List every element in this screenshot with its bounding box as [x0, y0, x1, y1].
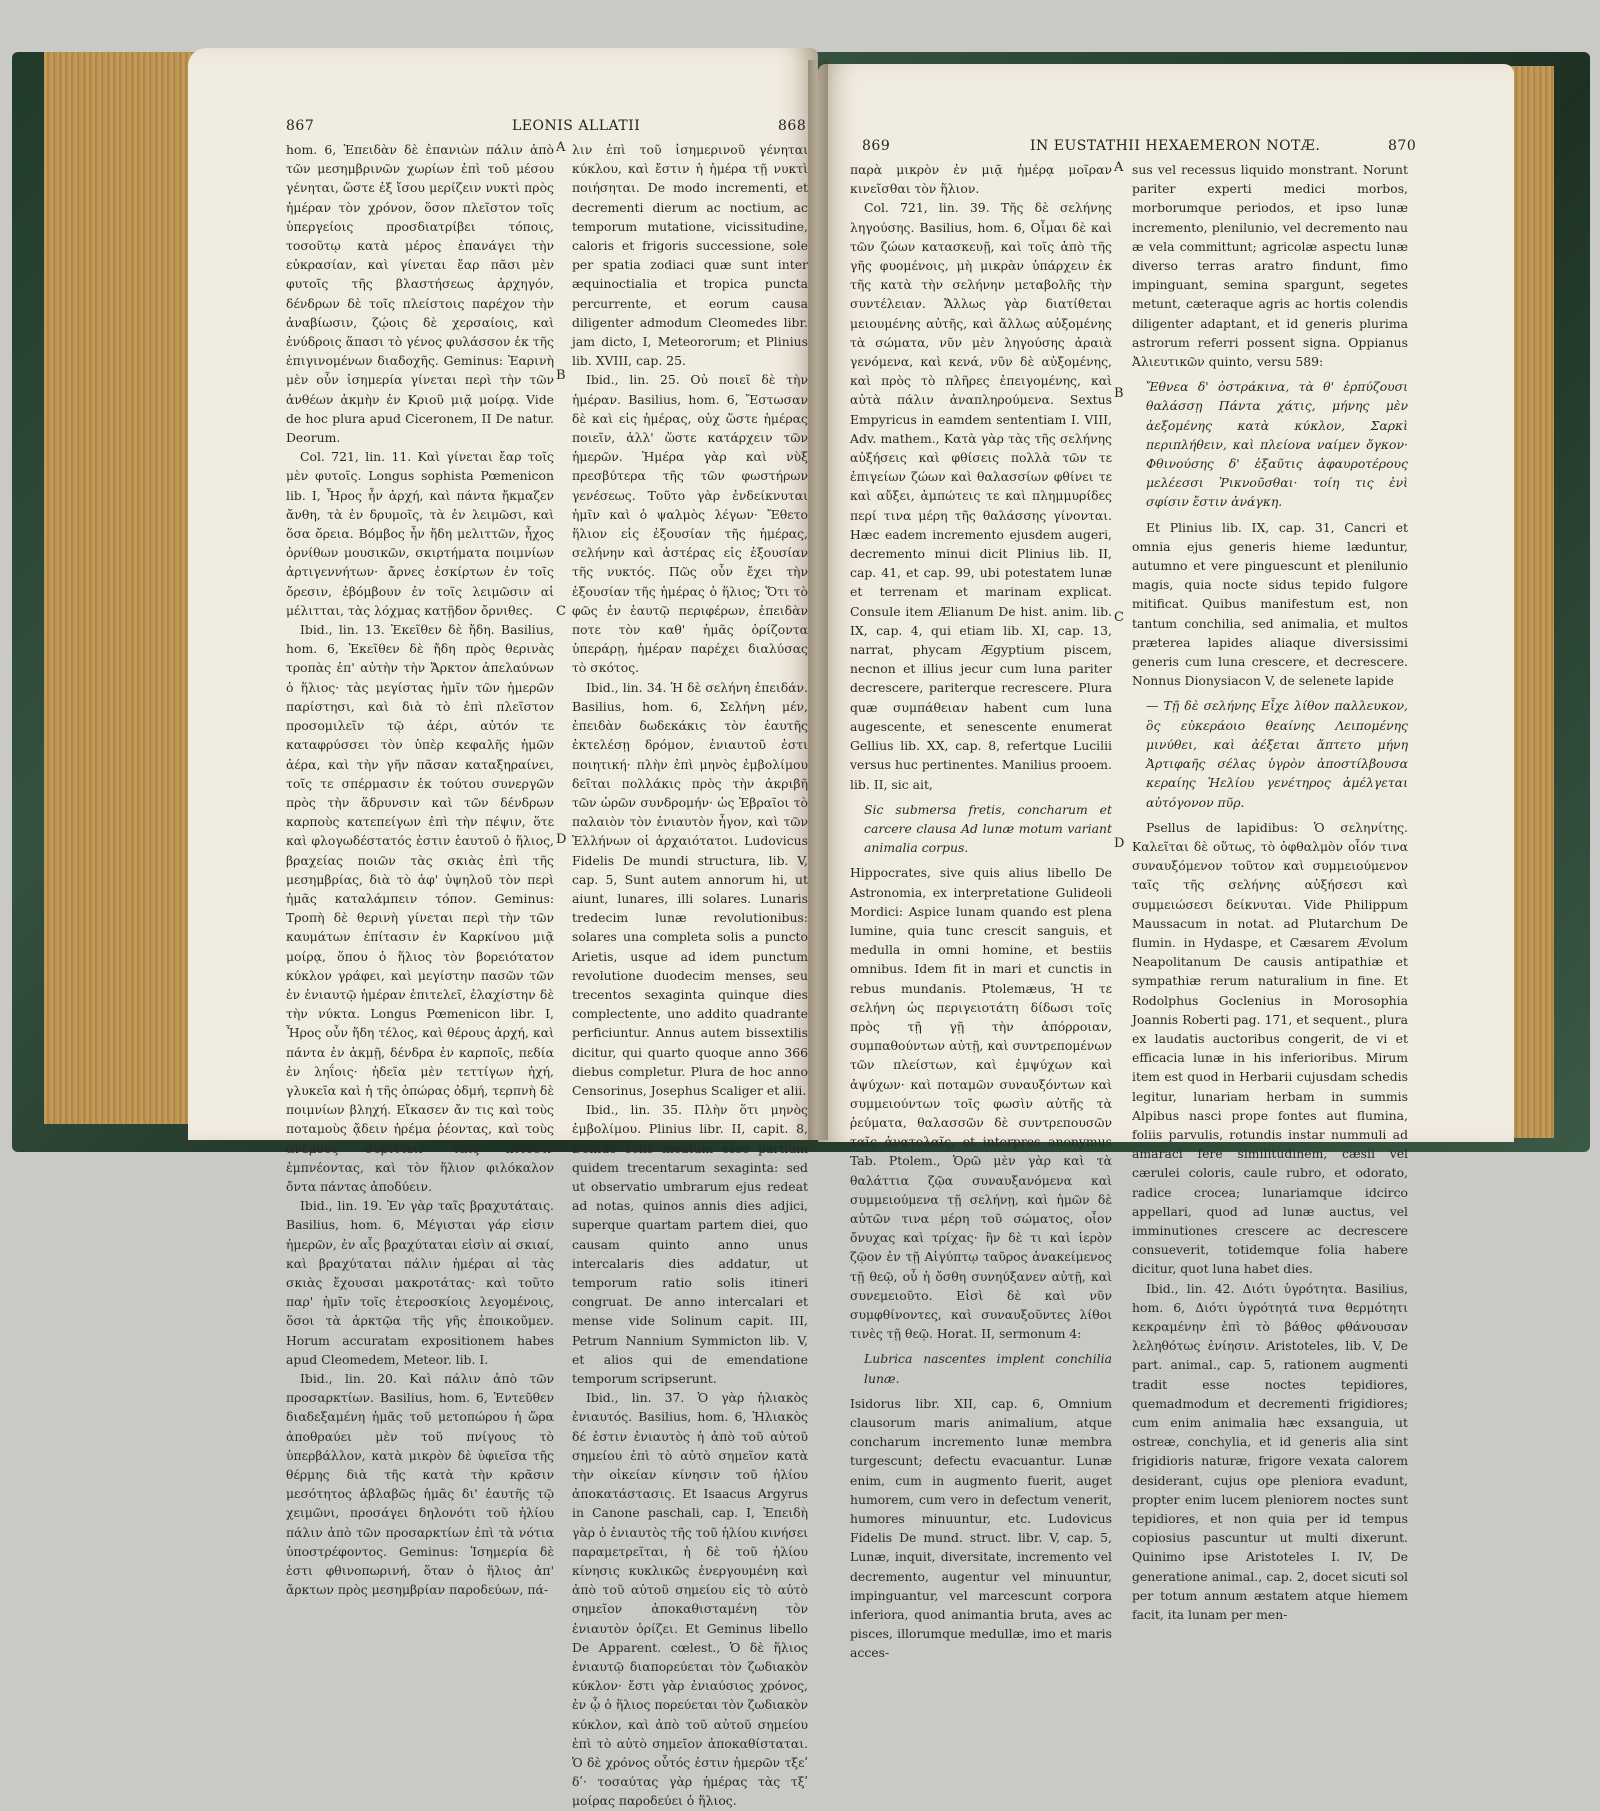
paragraph: Psellus de lapidibus: Ὁ σεληνίτης. Καλεῖται δὲ οὕτως, τὸ ὀφθαλμὸν οἷόν τινα συναυξόμενον τοῦτον καὶ συμμειούμενον ταῖς τῆς σελήνης αὐξήσεσι καὶ συμμειώσεσι δείκνυται. Vide Philippum Maussacum in notat. ad Plutarchum De flumin. in Hydaspe, et Cæsarem Ævolum Neapolitanum De causis antipathiæ et sympathiæ rerum naturalium in fine. Et Rodolphus Goclenius in Morosophia Joannis Roberti pag. 171, et sequent., plura ex laudatis auctoribus congerit, de vi et efficacia lunæ in his inferioribus. Mirum item est quod in Herbarii cujusdam schedis legitur, lunariam herbam in summis Alpibus nasci prope fontes aut flumina, foliis parvulis, rotundis instar nummuli ad amaraci fere similitudinem, cæsii vel cærulei coloris, caule rubro, et odorato, radice crocea; lunariamque idcirco appellari, quod ad lunæ auctus, vel imminutiones crescere ac decrescere consueverit, totidemque folia habere dicitur, quot luna habet dies.: [1132, 819, 1408, 1277]
paragraph: λιν ἐπὶ τοῦ ἰσημερινοῦ γένηται κύκλου, καὶ ἔστιν ἡ ἡμέρα τῇ νυκτὶ ποιήσηται. De modo incrementi, et decrementi dierum ac noctium, ac temporum mutatione, vicissitudine, caloris et frigoris successione, sole per spatia zodiaci quæ sunt inter æquinoctialia et tropica puncta percurrente, et eorum causa diligenter admodum Cleomedes libr. jam dicto, I, Meteororum; et Plinius lib. XVIII, cap. 25.: [572, 142, 808, 369]
margin-marker-b: B: [556, 368, 566, 383]
paragraph: hom. 6, Ἐπειδὰν δὲ ἐπανιὼν πάλιν ἀπὸ τῶν μεσημβρινῶν χωρίων ἐπὶ τοῦ μέσου γένηται, ὥστε ἐξ ἴσου μερίζειν νυκτὶ πρὸς ἡμέραν τὸν χρόνον, ὅσον πλεῖστον τοῖς ὑπεργείοις προσδιατρίβει τόποις, τοσοῦτῳ κατὰ μέρος ἐπανάγει τὴν εὐκρασίαν, καὶ γίνεται ἔαρ πᾶσι μὲν φυτοῖς τῆς βλαστήσεως ἀρχηγόν, δένδρων δὲ τοῖς πλείστοις παρέχον τὴν ἀναβίωσιν, ζῴοις δὲ χερσαίοις, καὶ ἐνύδροις ἅπασι τὸ γένος φυλάσσον ἐκ τῆς ἐπιγινομένων διαδοχῆς. Geminus: Ἐαρινὴ μὲν οὖν ἰσημερία γίνεται περὶ τὴν τῶν ἀνθέων ἀκμὴν ἐν Κριοῦ μιᾷ μοίρᾳ. Vide de hoc plura apud Ciceronem, II De natur. Deorum.: [286, 142, 554, 446]
margin-marker-a: A: [1114, 160, 1124, 175]
right-page-column-a: [850, 160, 1112, 1661]
left-page-column-a: [286, 140, 554, 1598]
page-number-867: 867: [286, 118, 315, 134]
margin-marker-c: C: [556, 604, 566, 619]
paragraph: Isidorus libr. XII, cap. 6, Omnium clausorum maris animalium, atque concharum incremento lunæ membra turgescunt; defectu evacuantur. Lunæ enim, cum in augmento fuerit, auget humorem, cum vero in defectum venerit, humores minuuntur, etc. Ludovicus Fidelis De mund. struct. libr. V, cap. 5, Lunæ, inquit, diversitate, incremento vel decremento, augentur vel minuuntur, impinguantur, vel marcescunt corpora inferiora, quod animantia bruta, aves ac pisces, illorumque medullæ, imo et maris acces-: [850, 1395, 1112, 1661]
right-page-column-b: [1132, 160, 1408, 1623]
left-page-edges: [44, 52, 194, 1124]
paragraph: Ibid., lin. 25. Οὐ ποιεῖ δὲ τὴν ἡμέραν. Basilius, hom. 6, Ἔστωσαν δὲ καὶ εἰς ἡμέρας, οὐχ ὥστε ἡμέρας ποιεῖν, ἀλλ' ὥστε κατάρχειν τῶν ἡμερῶν. Ἡμέρα γὰρ καὶ νὺξ πρεσβύτερα τῆς τῶν φωστήρων γενέσεως. Τοῦτο γὰρ ἐνδείκνυται ἡμῖν καὶ ὁ ψαλμὸς λέγων· Ἔθετο ἥλιον εἰς ἐξουσίαν τῆς ἡμέρας, σελήνην καὶ ἀστέρας εἰς ἐξουσίαν τῆς νυκτός. Πῶς οὖν ἔχει τὴν ἐξουσίαν τῆς ἡμέρας ὁ ἥλιος; Ὅτι τὸ φῶς ἐν ἑαυτῷ περιφέρων, ἐπειδὰν ποτε τὸν καθ' ἡμᾶς ὁρίζοντα ὑπεράρῃ, ἡμέραν παρέχει διαλύσας τὸ σκότος.: [572, 372, 808, 676]
page-number-868: 868: [778, 118, 807, 134]
paragraph: Ibid., lin. 35. Πλὴν ὅτι μηνὸς ἐμβολίμου. Plinius libr. II, capit. 8, Deinde solis meatum esse partium quidem trecentarum sexaginta: sed ut observatio umbrarum ejus redeat ad notas, quinos annis dies adjici, superque quartam partem diei, quo causam quinto anno unus intercalaris dies addatur, ut temporum ratio solis itineri congruat. De anno intercalari et mense vide Solinum capit. III, Petrum Nannium Symmicton lib. V, et alios qui de emendatione temporum scripserunt.: [572, 1102, 808, 1386]
page-number-870: 870: [1388, 138, 1417, 154]
margin-marker-a: A: [556, 140, 566, 155]
left-page-column-b: [572, 140, 808, 1809]
paragraph: Ibid., lin. 42. Διότι ὑγρότητα. Basilius, hom. 6, Διότι ὑγρότητά τινα θερμότητι κεκραμένην ἐπὶ τὸ βάθος φθάνουσαν λεληθότως ἐνίησιν. Aristoteles, lib. V, De part. animal., cap. 5, rationem augmenti tradit esse noctes tepidiores, quemadmodum et decrementi frigidiores; cum enim animalia hæc exsanguia, ut ostreæ, conchylia, et id generis alia sint frigidioris naturæ, frigore vexata calorem desiderant, cujus ope pleniora evadunt, propter enim lucem pleniorem noctes sunt tepidiores, et non quia per id tempus copiosius pascuntur ut multi dixerunt. Quinimo ipse Aristoteles I. IV, De generatione animal., cap. 2, docet sicuti sol per totum annum æstatem atque hiemem facit, ita lunam per men-: [1132, 1280, 1408, 1623]
paragraph: παρὰ μικρὸν ἐν μιᾷ ἡμέρᾳ μοῖραν κινεῖσθαι τὸν ἥλιον.: [850, 162, 1112, 197]
margin-marker-d: D: [1114, 836, 1125, 851]
page-number-869: 869: [862, 138, 891, 154]
paragraph: Ibid., lin. 13. Ἐκεῖθεν δὲ ἤδη. Basilius, hom. 6, Ἐκεῖθεν δὲ ἤδη πρὸς θερινὰς τροπὰς ἐπ' αὐτὴν τὴν Ἄρκτον ἀπελαύνων ὁ ἥλιος· τὰς μεγίστας ἡμῖν τῶν ἡμερῶν παρίστησι, καὶ διὰ τὸ ἐπὶ πλεῖστον προσομιλεῖν τῷ ἀέρι, αὐτόν τε καταφρύσσει τὸν ὑπὲρ κεφαλῆς ἡμῶν ἀέρα, καὶ τὴν γῆν πᾶσαν καταξηραίνει, τοῖς τε σπέρμασιν ἐκ τούτου συνεργῶν πρὸς τὴν ἅδρυνσιν καὶ τῶν δένδρων καρποὺς κατεπείγων ἐπὶ τὴν πέψιν, ὅτε καὶ φλογωδέστατός ἐστιν ἑαυτοῦ ὁ ἥλιος, βραχείας ποιῶν τὰς σκιὰς ἐπὶ τῆς μεσημβρίας, διὰ τὸ ἀφ' ὑψηλοῦ τὸν περὶ ἡμᾶς καταλάμπειν τόπον. Geminus: Τροπὴ δὲ θερινὴ γίνεται περὶ τὴν τῶν καυμάτων ἐπίτασιν ἐν Καρκίνου μιᾷ μοίρᾳ, ὅπου ὁ ἥλιος τὸν βορειότατον κύκλον γράφει, καὶ μεγίστην πασῶν τῶν ἐν ἐνιαυτῷ ἡμέραν ἐπιτελεῖ, ἐλαχίστην δὲ τὴν νύκτα. Longus Pœmenicon libr. I, Ἦρος οὖν ἤδη τέλος, καὶ θέρους ἀρχή, καὶ πάντα ἐν ἀκμῇ, δένδρα ἐν καρποῖς, πεδία ἐν ληΐοις· ἡδεῖα μὲν τεττίγων ἠχή, γλυκεῖα καὶ ἡ τῆς ὀπώρας ὀδμή, τερπνὴ δὲ ποιμνίων βληχή. Εἴκασεν ἄν τις καὶ τοὺς ποταμοὺς ᾄδειν ἠρέμα ῥέοντας, καὶ τοὺς ἀνέμους συρίττειν ταῖς πίτυσιν ἐμπνέοντας, καὶ τὸν ἥλιον φιλόκαλον ὄντα πάντας ἀποδύειν.: [286, 622, 554, 1194]
verse-quote: Ἔθνεα δ' ὀστράκινα, τὰ θ' ἑρπύζουσι θαλάσσῃ Πάντα χάτις, μήνης μὲν ἀεξομένης κατὰ κύκλον, Σαρκὶ περιπλήθειν, καὶ πλείονα ναίμεν ὄγκον· Φθινούσης δ' ἐξαῦτις ἀφαυροτέρους μελέεσσι Ῥικνοῦσθαι· τοίη τις ἐνὶ σφίσιν ἔστιν ἀνάγκη.: [1146, 379, 1408, 510]
verse-quote: Sic submersa fretis, concharum et carcere clausa Ad lunæ motum variant animalia corpus.: [864, 801, 1112, 856]
running-head-right: IN EUSTATHII HEXAEMERON NOTÆ.: [1030, 138, 1321, 154]
paragraph: Hippocrates, sive quis alius libello De Astronomia, ex interpretatione Gulideoli Mordici: Aspice lunam quando est plena lumine, quia tunc crescit sanguis, et medulla in omni homine, et bestiis omnibus. Idem fit in mari et cunctis in rebus mundanis. Ptolemæus, Ἡ τε σελήνη ὡς περιγειοτάτη δίδωσι τοῖς πρὸς τῇ γῇ τὴν ἀπόρροιαν, συμπαθούντων αὐτῇ, καὶ συντρεπομένων τῶν πλείστων, καὶ ἐμψύχων καὶ ἀψύχων· καὶ ποταμῶν συναυξόντων καὶ συμμειούντων τοῖς φωσὶν αὐτῆς τὰ ῥεύματα, θαλασσῶν δὲ συντρεπουσῶν ταῖς ἀνατολαῖς, et interpres anonymus Tab. Ptolem., Ὁρῶ μὲν γὰρ καὶ τὰ θαλάττια ζῷα συναυξανόμενα καὶ συμμειούμενα τῇ σελήνῃ, καὶ ἡμῶν δὲ αὐτῶν τινα μέρη τοῦ σώματος, οἷον ὄνυχας καὶ τρίχας· ἣν δὲ τι καὶ ἱερὸν ζῷον ἐν τῇ Αἰγύπτῳ ταῦρος ἀνακείμενος τῇ θεῷ, οὗ ἡ ὄσθη συνηύξανεν αὐτῇ, καὶ συνεμειοῦτο. Εἰσὶ δὲ καὶ νῦν συμφθίνοντες, καὶ συναυξοῦντες λίθοι τινὲς τῇ θεῷ. Horat. II, sermonum 4:: [850, 865, 1112, 1342]
running-head-left: LEONIS ALLATII: [512, 118, 641, 134]
paragraph: Col. 721, lin. 39. Τῆς δὲ σελήνης ληγούσης. Basilius, hom. 6, Οἶμαι δὲ καὶ τῶν ζώων κατασκευῇ, καὶ τοῖς ἀπὸ τῆς γῆς φυομένοις, μὴ μικρὰν ὑπάρχειν ἐκ τῆς κατὰ τὴν σελήνην μεταβολῆς τὴν συντέλειαν. Ἄλλως γὰρ διατίθεται μειουμένης αὐτῆς, καὶ ἄλλως αὐξομένης τὰ σώματα, νῦν μὲν ληγούσης ἀραιὰ γενόμενα, καὶ κενά, νῦν δὲ αὐξομένης, καὶ πρὸς τὸ πλῆρες ἐπειγομένης, καὶ αὐτὰ πάλιν ἀναπληρούμενα. Sextus Empyricus in eamdem sententiam I. VIII, Adv. mathem., Κατὰ γὰρ τὰς τῆς σελήνης αὐξήσεις καὶ φθίσεις πολλὰ τῶν τε ἐπιγείων ζώων καὶ θαλασσίων φθίνει τε καὶ αὔξει, ἀμπώτεις τε καὶ πλημμυρίδες περί τινα μέρη τῆς θαλάσσης γίνονται. Hæc eadem incremento ejusdem augeri, decremento minui dicit Plinius lib. II, cap. 41, et cap. 99, ubi potestatem lunæ et terrenam et marinam explicat. Consule item Ælianum De hist. anim. lib. IX, cap. 4, qui etiam lib. XI, cap. 13, narrat, phycam Ægyptium piscem, necnon et illius jecur cum luna pariter decrescere, pariterque recrescere. Plura quæ συμπάθειαν habent cum luna augescente, et senescente enumerat Gellius lib. XX, cap. 8, refertque Lucilii versus huc pertinentes. Manilius prooem. lib. II, sic ait,: [850, 200, 1112, 792]
paragraph: Et Plinius lib. IX, cap. 31, Cancri et omnia ejus generis hieme læduntur, autumno et vere pinguescunt et plenilunio magis, quia nocte sidus tepido fulgore mitificat. Quibus manifestum est, non tantum conchilia, sed animalia, et multos præterea lapides aliaque diversissimi generis cum luna crescere, et decrescere. Nonnus Dionysiacon V, de selenete lapide: [1132, 519, 1408, 689]
paragraph: Ibid., lin. 34. Ἡ δὲ σελήνη ἐπειδάν. Basilius, hom. 6, Σελήνη μέν, ἐπειδὰν δωδεκάκις τὸν ἑαυτῆς ἐκτελέσῃ δρόμον, ἐνιαυτοῦ ἐστι ποιητική· πλὴν ἐπὶ μηνὸς ἐμβολίμου δεῖται πολλάκις πρὸς τὴν ἀκριβῆ τῶν ὡρῶν συνδρομήν· ὡς Ἑβραῖοι τὸ παλαιὸν τὸν ἐνιαυτὸν ἦγον, καὶ τῶν Ἑλλήνων οἱ ἀρχαιότατοι. Ludovicus Fidelis De mundi structura, lib. V, cap. 5, Sunt autem annorum hi, ut aiunt, lunares, illi solares. Lunaris tredecim lunæ revolutionibus: solares una completa solis a puncto Arietis, usque ad idem punctum revolutione duodecim menses, seu trecentos sexaginta quinque dies complectente, uno addito quadrante perficiuntur. Annus autem bissextilis dicitur, qui quarto quoque anno 366 diebus completur. Plura de hoc anno Censorinus, Josephus Scaliger et alii.: [572, 679, 808, 1098]
paragraph: Ibid., lin. 37. Ὁ γὰρ ἡλιακὸς ἐνιαυτός. Basilius, hom. 6, Ἡλιακὸς δέ ἐστιν ἐνιαυτὸς ἡ ἀπὸ τοῦ αὐτοῦ σημείου ἐπὶ τὸ αὐτὸ σημεῖον κατὰ τὴν οἰκείαν κίνησιν τοῦ ἡλίου ἀποκατάστασις. Et Isaacus Argyrus in Canone paschali, cap. I, Ἐπειδὴ γὰρ ὁ ἐνιαυτὸς τῆς τοῦ ἡλίου κινήσει παραμετρεῖται, ἡ δὲ τοῦ ἡλίου κίνησις κυκλικῶς ἐνεργουμένη καὶ ἀπὸ τοῦ αὐτοῦ σημείου εἰς τὸ αὐτὸ σημεῖον ἀποκαθισταμένη τὸν ἐνιαυτὸν ὁρίζει. Et Geminus libello De Apparent. cœlest., Ὁ δὲ ἥλιος ἐνιαυτῷ διαπορεύεται τὸν ζωδιακὸν κύκλον· ἔστι γὰρ ἐνιαύσιος χρόνος, ἐν ᾧ ὁ ἥλιος πορεύεται τὸν ζωδιακὸν κύκλον, καὶ ἀπὸ τοῦ αὐτοῦ σημείου ἐπὶ τὸ αὐτὸ σημεῖον ἀποκαθίσταται. Ὁ δὲ χρόνος οὗτός ἐστιν ἡμερῶν τξεʹ δʹ· τοσαύτας γὰρ ἡμέρας τὰς τξʹ μοίρας παροδεύει ὁ ἥλιος.: [572, 1390, 808, 1809]
paragraph: Col. 721, lin. 11. Καὶ γίνεται ἔαρ τοῖς μὲν φυτοῖς. Longus sophista Pœmenicon lib. I, Ἦρος ἦν ἀρχή, καὶ πάντα ἤκμαζεν ἄνθη, τὰ ἐν δρυμοῖς, τὰ ἐν λειμῶσι, καὶ ὅσα ὄρεια. Βόμβος ἦν ἤδη μελιττῶν, ἦχος ὀρνίθων μουσικῶν, σκιρτήματα ποιμνίων ἀρτιγεννήτων· ἄρνες ἐσκίρτων ἐν τοῖς ὄρεσιν, ἐβόμβουν ἐν τοῖς λειμῶσιν αἱ μέλιτται, τὰς λόχμας κατῇδον ὄρνιθες.: [286, 449, 554, 618]
verse-quote: — Τῇ δὲ σελήνης Εἶχε λίθον παλλευκον, ὃς εὐκεράοιο θεαίνης Λειπομένης μινύθει, καὶ ἀέξεται ἄπτετο μήνη Ἀρτιφαῆς σέλας ὑγρὸν ἀποστίλβουσα κεραίης Ἡελίου γενέτηρος ἀμέλγεται αὐτόγονον πῦρ.: [1146, 698, 1408, 810]
margin-marker-c: C: [1114, 610, 1124, 625]
margin-marker-b: B: [1114, 386, 1124, 401]
paragraph: Ibid., lin. 19. Ἐν γὰρ ταῖς βραχυτάταις. Basilius, hom. 6, Μέγισται γάρ εἰσιν ἡμερῶν, ἐν αἷς βραχύταται εἰσὶν αἱ σκιαί, καὶ βραχύταται πάλιν ἡμέραι αἱ τὰς σκιὰς ἔχουσαι μακροτάτας· καὶ τοῦτο παρ' ἡμῖν τοῖς ἑτεροσκίοις λεγομένοις, ὅσοι τὰ ἀρκτῷα τῆς γῆς ἐποικοῦμεν. Horum accuratam expositionem habes apud Cleomedem, Meteor. lib. I.: [286, 1198, 554, 1367]
margin-marker-d: D: [556, 832, 567, 847]
paragraph: Ibid., lin. 20. Καὶ πάλιν ἀπὸ τῶν προσαρκτίων. Basilius, hom. 6, Ἐντεῦθεν διαδεξαμένη ἡμᾶς τοῦ μετοπώρου ἡ ὥρα ἀποθραύει μὲν τοῦ πνίγους τὸ ὑπερβάλλον, κατὰ μικρὸν δὲ ὑφιεῖσα τῆς θέρμης διὰ τῆς κατὰ τὴν κρᾶσιν μεσότητος ἀβλαβῶς ἡμᾶς δι' ἑαυτῆς τῷ χειμῶνι, προσάγει δηλονότι τοῦ ἡλίου πάλιν ἀπὸ τῶν προσαρκτίων ἐπὶ τὰ νότια ὑποστρέφοντος. Geminus: Ἰσημερία δὲ ἐστι φθινοπωρινή, ὅταν ὁ ἥλιος ἀπ' ἄρκτων πρὸς μεσημβρίαν παροδεύων, πά-: [286, 1371, 554, 1598]
verse-quote: Lubrica nascentes implent conchilia lunæ.: [864, 1351, 1112, 1386]
paragraph: sus vel recessus liquido monstrant. Norunt pariter experti medici morbos, morborumque periodos, et ipso lunæ incremento, plenilunio, vel decremento nau æ vela committunt; agricolæ aspectu lunæ diverso terras aratro findunt, fimo impinguant, semina spargunt, segetes metunt, cæteraque agris ac hortis colendis diligenter adaptant, et id generis plurima astrorum referri possent signa. Oppianus Ἀλιευτικῶν quinto, versu 589:: [1132, 162, 1408, 370]
book-gutter: [808, 60, 828, 1140]
